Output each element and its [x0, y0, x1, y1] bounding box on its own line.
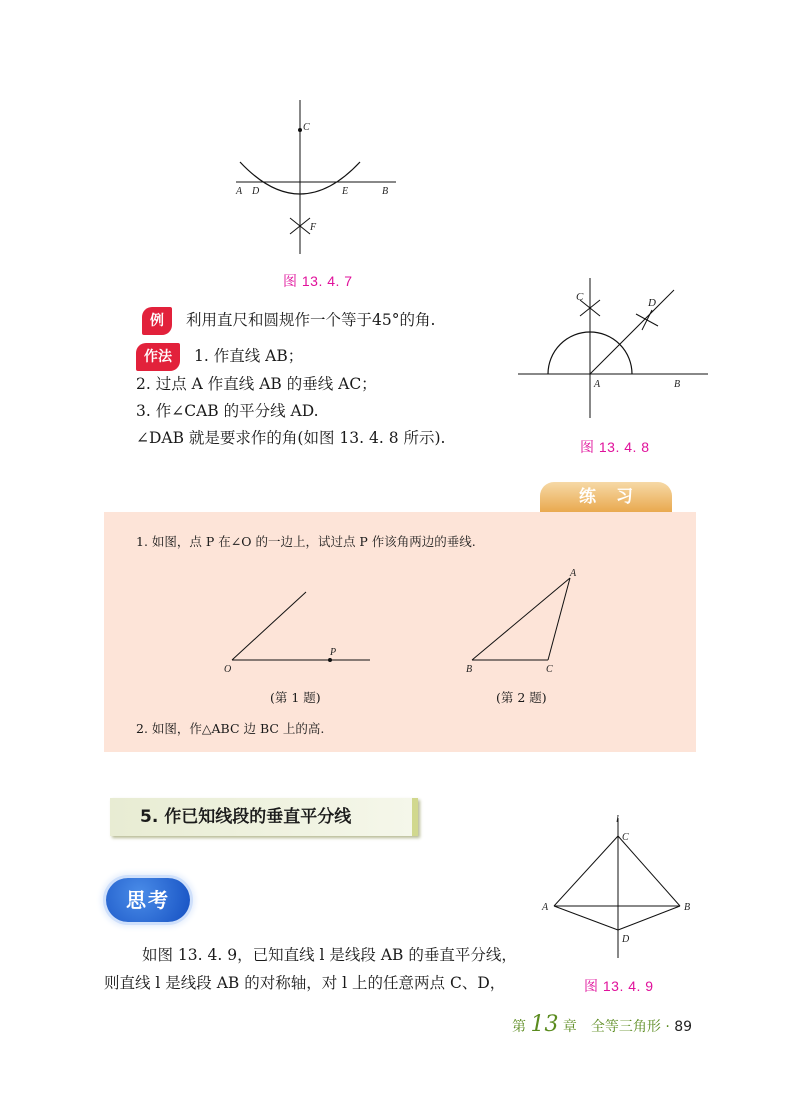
- figure-13-4-7-caption: 图 13. 4. 7: [283, 273, 353, 289]
- figure-13-4-8: [514, 274, 714, 424]
- fig8-label-d: D: [648, 297, 656, 309]
- figure-13-4-9: [536, 812, 706, 962]
- figure-13-4-8-caption: 图 13. 4. 8: [580, 439, 650, 455]
- footer-chapter-title: 章 全等三角形 ·: [562, 1019, 670, 1035]
- fig9-label-c: C: [622, 832, 629, 843]
- figure-13-4-9-caption: 图 13. 4. 9: [584, 978, 654, 994]
- ex2-label-b: B: [466, 664, 473, 675]
- example-tag: 例: [142, 307, 172, 335]
- footer-prefix: 第: [512, 1019, 526, 1035]
- exercise-tab: 练习: [540, 482, 672, 512]
- fig8-label-c: C: [576, 291, 584, 303]
- method-step-1: 1. 作直线 AB；: [194, 347, 304, 365]
- think-badge: 思考: [106, 878, 190, 922]
- think-paragraph-line-1: 如图 13. 4. 9，已知直线 l 是线段 AB 的垂直平分线，: [142, 946, 517, 964]
- ex1-label-p: P: [330, 647, 337, 658]
- figure-13-4-7: [226, 96, 406, 256]
- method-step-3: 3. 作∠CAB 的平分线 AD.: [136, 402, 319, 420]
- fig7-label-b: B: [382, 186, 389, 197]
- fig7-label-f: F: [310, 222, 317, 233]
- method-line: [136, 343, 303, 371]
- example-line: [142, 307, 435, 335]
- exercise-figure-2: [460, 566, 590, 680]
- exercise-figure-1: [220, 580, 380, 680]
- think-paragraph-line-2: 则直线 l 是线段 AB 的对称轴，对 l 上的任意两点 C、D，: [104, 974, 506, 992]
- fig7-label-e: E: [342, 186, 349, 197]
- fig9-label-d: D: [622, 934, 630, 945]
- footer-chapter-number: 13: [530, 1012, 559, 1037]
- section-title: 5. 作已知线段的垂直平分线: [110, 798, 418, 836]
- fig9-label-a: A: [542, 902, 549, 913]
- fig9-label-b: B: [684, 902, 691, 913]
- method-tag: 作法: [136, 343, 180, 371]
- fig9-label-l: l: [616, 814, 619, 825]
- ex1-label-o: O: [224, 664, 232, 675]
- example-text: 利用直尺和圆规作一个等于45°的角.: [186, 311, 436, 329]
- fig7-label-a: A: [236, 186, 243, 197]
- method-step-2: 2. 过点 A 作直线 AB 的垂线 AC；: [136, 375, 377, 393]
- page-footer: [512, 1012, 692, 1037]
- exercise-question-2: 2. 如图，作△ABC 边 BC 上的高.: [136, 721, 325, 736]
- exercise-question-1: 1. 如图，点 P 在∠O 的一边上，试过点 P 作该角两边的垂线.: [136, 534, 476, 549]
- fig8-label-b: B: [674, 379, 681, 390]
- page-number: 89: [674, 1019, 693, 1035]
- ex2-label-c: C: [546, 664, 553, 675]
- ex2-label-a: A: [570, 568, 577, 579]
- example-conclusion: ∠DAB 就是要求作的角(如图 13. 4. 8 所示).: [136, 429, 446, 447]
- fig8-label-a: A: [594, 379, 601, 390]
- fig7-label-d: D: [252, 186, 260, 197]
- exercise-figure-2-caption: (第 2 题): [496, 690, 547, 705]
- fig7-label-c: C: [303, 122, 310, 133]
- exercise-figure-1-caption: (第 1 题): [270, 690, 321, 705]
